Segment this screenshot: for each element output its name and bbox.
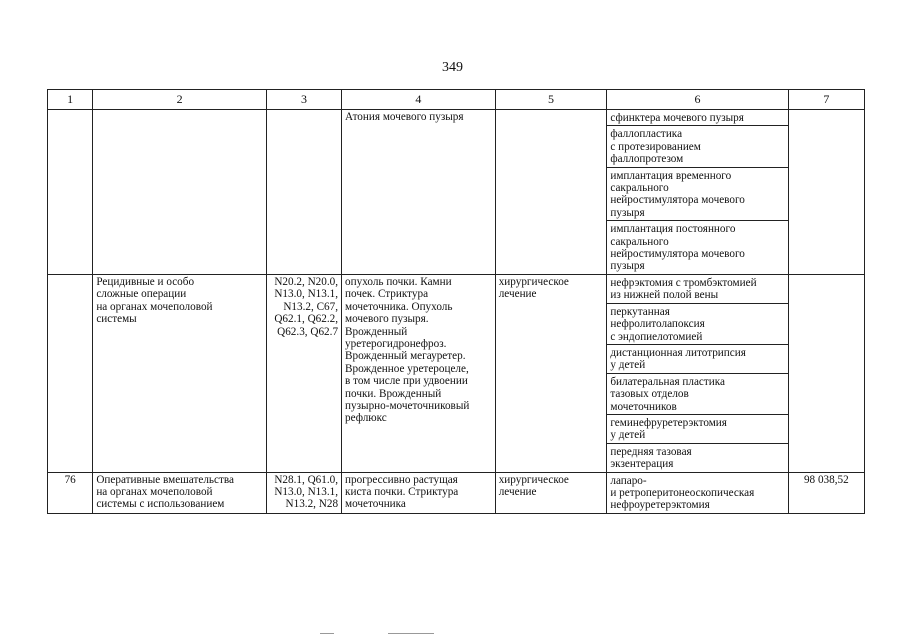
column-header-3: 3 bbox=[266, 90, 341, 110]
treatment-type: хирургическое лечение bbox=[495, 472, 607, 513]
procedure-item: нефрэктомия с тромбэктомией из нижней полой вены bbox=[607, 275, 787, 304]
service-group: Рецидивные и особо сложные операции на органах мочеполовой системы bbox=[93, 274, 267, 472]
procedure-item: дистанционная литотрипсия у детей bbox=[607, 345, 787, 374]
procedure-item: имплантация временного сакрального нейростимулятора мочевого пузыря bbox=[607, 168, 787, 222]
procedure-item: билатеральная пластика тазовых отделов мочеточников bbox=[607, 374, 787, 415]
procedure-item: передняя тазовая экзентерация bbox=[610, 445, 692, 471]
scan-mark bbox=[388, 633, 434, 634]
row-number: 76 bbox=[48, 472, 93, 513]
procedure-item: лапаро- и ретроперитонеоскопическая нефроуретерэктомия bbox=[610, 474, 755, 512]
price bbox=[788, 110, 864, 275]
procedure-item: геминефруретерэктомия у детей bbox=[607, 415, 787, 444]
header-row bbox=[48, 90, 865, 110]
table-row bbox=[48, 110, 865, 275]
column-header-1: 1 bbox=[48, 90, 93, 110]
row-number bbox=[48, 274, 93, 472]
procedures-cell bbox=[607, 472, 788, 513]
table-row bbox=[48, 472, 865, 513]
scan-mark bbox=[320, 633, 334, 634]
column-header-4: 4 bbox=[342, 90, 496, 110]
procedure-item: имплантация постоянного сакрального нейростимулятора мочевого пузыря bbox=[610, 223, 745, 273]
price: 98 038,52 bbox=[788, 472, 864, 513]
patient-model: Атония мочевого пузыря bbox=[342, 110, 496, 275]
table-row bbox=[48, 274, 865, 472]
column-header-6: 6 bbox=[607, 90, 788, 110]
patient-model: опухоль почки. Камни почек. Стриктура мочеточника. Опухоль мочевого пузыря. Врожденный уретерогидронефроз. Врожденный мегауретер. Врожденное уретероцеле, в том числе при удвоении почки. Врожденный пузырно-мочеточниковый рефлюкс bbox=[342, 274, 496, 472]
service-group: Оперативные вмешательства на органах мочеполовой системы с использованием bbox=[93, 472, 267, 513]
icd-codes bbox=[266, 110, 341, 275]
procedure-item: перкутанная нефролитолапоксия с эндопиелотомией bbox=[607, 304, 787, 345]
icd-codes: N20.2, N20.0, N13.0, N13.1, N13.2, C67, Q62.1, Q62.2, Q62.3, Q62.7 bbox=[266, 274, 341, 472]
icd-codes: N28.1, Q61.0, N13.0, N13.1, N13.2, N28 bbox=[266, 472, 341, 513]
column-header-7: 7 bbox=[788, 90, 864, 110]
procedure-item: сфинктера мочевого пузыря bbox=[607, 110, 787, 126]
column-header-2: 2 bbox=[93, 90, 267, 110]
procedures-cell bbox=[607, 110, 788, 275]
patient-model: прогрессивно растущая киста почки. Стриктура мочеточника bbox=[342, 472, 496, 513]
procedure-item: фаллопластика с протезированием фаллопротезом bbox=[607, 126, 787, 167]
treatment-type: хирургическое лечение bbox=[495, 274, 607, 472]
page-number: 349 bbox=[442, 60, 463, 75]
column-header-5: 5 bbox=[495, 90, 607, 110]
medical-services-table bbox=[47, 89, 865, 514]
price bbox=[788, 274, 864, 472]
service-group bbox=[93, 110, 267, 275]
procedures-cell bbox=[607, 274, 788, 472]
row-number bbox=[48, 110, 93, 275]
treatment-type bbox=[495, 110, 607, 275]
